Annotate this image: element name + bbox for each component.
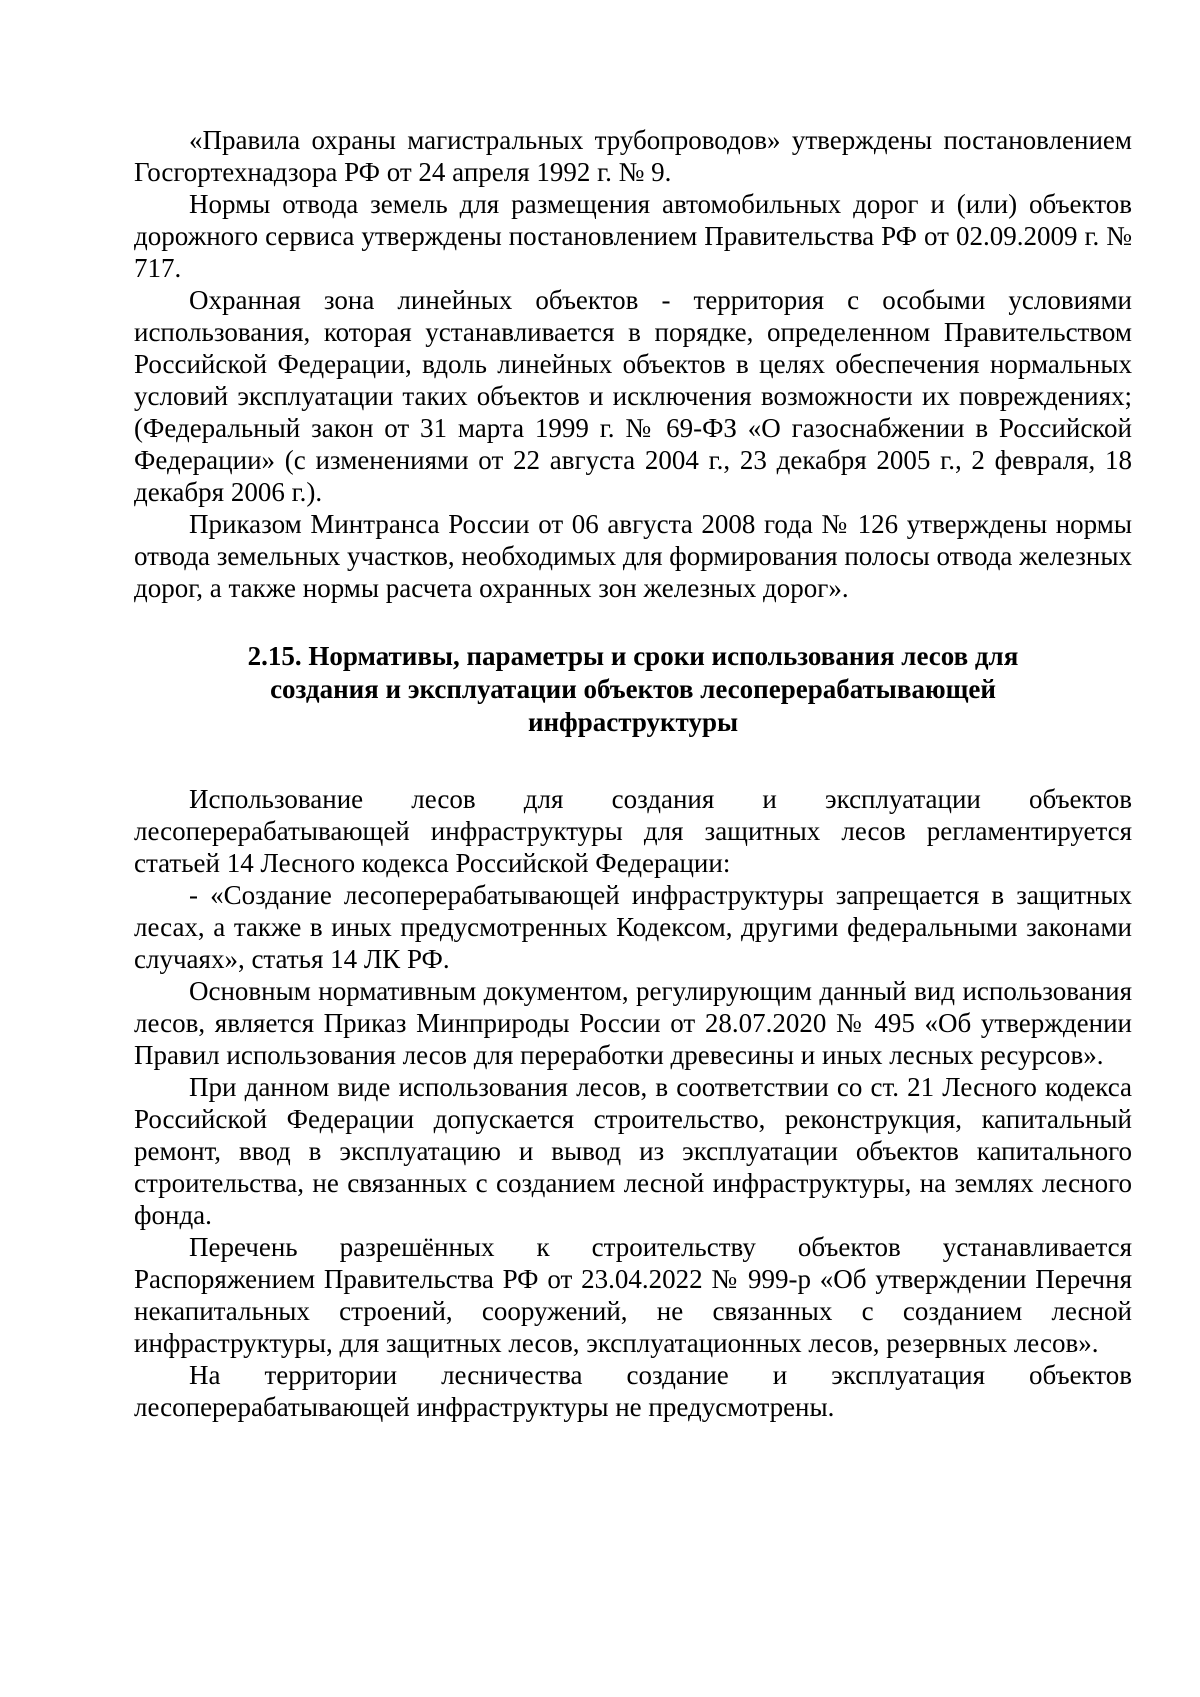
paragraph-prohibition-quote: - «Создание лесоперерабатывающей инфраструктуры запрещается в защитных лесах, а также в иных предусмотренных Кодексом, другими федеральными законами случаях», статья 14 ЛК РФ. bbox=[134, 880, 1132, 974]
paragraph-protection-zone: Охранная зона линейных объектов - территория с особыми условиями использования, которая устанавливается в порядке, определенном Правительством Российской Федерации, вдоль линейных объектов в целях обеспечения нормальных условий эксплуатации таких объектов и исключения возможности их повреждениях; (Федеральный закон от 31 марта 1999 г. № 69-ФЗ «О газоснабжении в Российской Федерации» (с изменениями от 22 августа 2004 г., 23 декабря 2005 г., 2 февраля, 18 декабря 2006 г.). bbox=[134, 285, 1132, 507]
paragraph-construction-allowed: При данном виде использования лесов, в соответствии со ст. 21 Лесного кодекса Российской Федерации допускается строительство, реконструкция, капитальный ремонт, ввод в эксплуатацию и вывод из эксплуатации объектов капитального строительства, не связанных с созданием лесной инфраструктуры, на землях лесного фонда. bbox=[134, 1072, 1132, 1230]
section-heading: 2.15. Нормативы, параметры и сроки использования лесов для создания и эксплуатации объектов лесоперерабатывающей инфраструктуры bbox=[247, 641, 1019, 737]
paragraph-forest-use: Использование лесов для создания и эксплуатации объектов лесоперерабатывающей инфраструктуры для защитных лесов регламентируется статьей 14 Лесного кодекса Российской Федерации: bbox=[134, 784, 1132, 878]
paragraph-railway-norms: Приказом Минтранса России от 06 августа 2008 года № 126 утверждены нормы отвода земельных участков, необходимых для формирования полосы отвода железных дорог, а также нормы расчета охранных зон железных дорог». bbox=[134, 509, 1132, 603]
paragraph-main-document: Основным нормативным документом, регулирующим данный вид использования лесов, является Приказ Минприроды России от 28.07.2020 № 495 «Об утверждении Правил использования лесов для переработки древесины и иных лесных ресурсов». bbox=[134, 976, 1132, 1070]
paragraph-permitted-objects: Перечень разрешённых к строительству объектов устанавливается Распоряжением Правительства РФ от 23.04.2022 № 999-р «Об утверждении Перечня некапитальных строений, сооружений, не связанных с созданием лесной инфраструктуры, для защитных лесов, эксплуатационных лесов, резервных лесов». bbox=[134, 1232, 1132, 1358]
paragraph-road-land-norms: Нормы отвода земель для размещения автомобильных дорог и (или) объектов дорожного сервиса утверждены постановлением Правительства РФ от 02.09.2009 г. № 717. bbox=[134, 189, 1132, 283]
paragraph-pipeline-rules: «Правила охраны магистральных трубопроводов» утверждены постановлением Госгортехнадзора РФ от 24 апреля 1992 г. № 9. bbox=[134, 125, 1132, 187]
paragraph-conclusion: На территории лесничества создание и эксплуатация объектов лесоперерабатывающей инфраструктуры не предусмотрены. bbox=[134, 1360, 1132, 1422]
document-page bbox=[134, 124, 1132, 1423]
